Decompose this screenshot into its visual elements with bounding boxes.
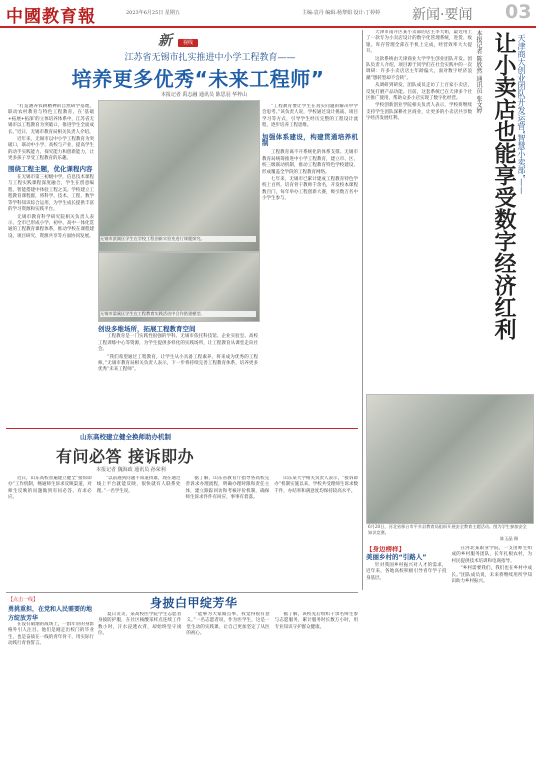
lead-photo-2-caption: 无锡市梁溪区学生在工程教育实践活动中合作搭建模型。 xyxy=(100,311,256,317)
shandong-byline: 本报记者 魏海政 通讯员 孙荣利 xyxy=(96,467,166,473)
lead-badge-tag: 视线 xyxy=(178,39,198,47)
lead-photo-1-caption: 无锡市滨湖区学生在学校工程创新实验室进行课题探究。 xyxy=(100,236,256,242)
bottom-body xyxy=(98,612,358,772)
bottom-left-column xyxy=(8,622,94,772)
right-story-kicker: 天津商大创业团队开发运营“智慧小卖部”—— xyxy=(517,34,526,195)
bottom-body-2: “能够为大家做点事，我觉得很有意义。”一名志愿者说，作为医学生，这是一堂生动的实践课，让自己更加坚定了从医的初心。 xyxy=(186,612,270,637)
shandong-body xyxy=(8,476,358,524)
right-body-4: 学校创新创业学院相关负责人表示，学校将继续支持学生团队深耕社区商业，让更多的小卖店共享数字经济发展红利。 xyxy=(366,103,472,122)
lead-intro: “打造涵养农耕精神的自然研学基地，联动农村教育与特色工程教育，在‘基础+拓展+拓深’的立体培养体系中，江苏省无锡市以工程教育为突破口，推进学生全面成长。”近日，无锡市教育局相关负责人介绍。 xyxy=(8,104,94,135)
right-story-headline: 让小卖店也能享受数字经济红利 xyxy=(491,32,516,340)
side-headline: 美丽乡村的“引路人” xyxy=(366,553,427,562)
right-body-3: 从调研到研发，团队成员走访了上百家小卖店，反复打磨产品功能。目前，这套系统已在天津多个社区推广使用，帮助众多小店实现了数字化经营。 xyxy=(366,83,472,102)
bottom-body-3: 据了解，该校先后组织千余名师生参与志愿服务，累计服务时长数万小时，用专业知识守护群众健康。 xyxy=(274,612,358,630)
shandong-body-2: “以前遇到问题不知道找谁，现在通过线上平台就能反映，很快就有人联系处理。”一名学生说。 xyxy=(96,476,181,494)
shandong-body-4: 山东某大学相关负责人表示，“接诉即办”机制实施以来，学校共受理师生诉求数千件，办结率和满意度均保持较高水平。 xyxy=(274,476,358,494)
shandong-headline: 有问必答 接诉即办 xyxy=(56,447,195,466)
section-title: 新闻·要闻 xyxy=(412,7,473,23)
lead-body-7: 工程教育是一门实践性很强的学科。无锡市依托科技馆、企业实验室、高校工程训练中心等资源，为学生提供多样化的实践场所，让工程教育从课堂走向社会。 xyxy=(98,334,258,353)
page-number: 03 xyxy=(505,1,532,23)
lead-photo-1 xyxy=(98,100,260,252)
lead-body-3: 无锡市教育科学研究院相关负责人表示，全市已形成小学、初中、高中一体化贯通的工程教育课程体系，推动学校在课程建设、项目研究、资源共享等方面协同发展。 xyxy=(8,214,94,239)
lead-body-2: 在无锡市第三初级中学，信息技术课程与工程实践课程深度融合，学生在创意编程、智能搭建中体验工程之美。学校建立工程教育课程群，将科学、技术、工程、数学等学科知识综合运用，为学生成长提供丰富的学习资源和实践平台。 xyxy=(8,175,94,213)
lead-subhead-1: 围绕工程主题，优化课程内容 xyxy=(8,164,93,173)
side-story xyxy=(366,546,532,768)
section-rule xyxy=(6,428,358,429)
bottom-tag: 【点击一线】 xyxy=(8,597,39,603)
bottom-headline: 身披白甲绽芳华 xyxy=(150,596,238,610)
lead-column-1 xyxy=(8,104,94,359)
dateline: 2023年6月25日 星期五 xyxy=(126,10,180,16)
shandong-body-3: 据了解，山东省教育厅指导各高校完善诉求办理流程，明确办理时限和责任主体，建立跟踪回访和考核评价机制，确保师生诉求件件有回应、事事有着落。 xyxy=(185,476,270,501)
lead-column-3 xyxy=(262,104,358,359)
lead-body-6: 七年来，无锡市已累计建成工程教育特色学校上百所，培育骨干教师千余名，开发校本课程数百门，每年举办工程创新大赛，吸引数万名中小学生参与。 xyxy=(262,177,358,202)
right-photo-caption: 6月20日，河北省邢台市平乡县教育局组织开展安全教育主题活动。图为学生参加安全知识竞赛。 xyxy=(368,524,527,535)
bottom-rule xyxy=(6,592,358,593)
lead-column-2-lower xyxy=(98,324,258,424)
lead-body-5: 工程教育离不开系统化的体系支撑。无锡市教育局统筹推进中小学工程教育，建立市、区、校三级联动机制，推动工程教育特色学校建设，形成覆盖全学段的工程教育网络。 xyxy=(262,150,358,175)
right-body-1: 天津市南开区某小卖部的店主李大姐，最近用上了一款专为小卖店设计的数字化管理系统，进货、收银、库存管理全部在手机上完成，经营效率大大提升。 xyxy=(366,30,472,55)
side-body-2: 在河北某职业学院，一支由师生组成的乡村服务团队，长年扎根农村，为村民提供技术培训和电商指导。 xyxy=(451,546,532,564)
lead-subhead-2: 加强体系建设，构建贯通培养机制 xyxy=(262,132,358,148)
side-body-3: “乡村需要我们，我们也在乡村中成长。”团队成员说，未来将继续用所学知识助力乡村振兴。 xyxy=(451,566,532,585)
lead-body-8: “我们希望通过工程教育，让学生从小具备工程素养，将来成为优秀的工程师。”无锡市教育局相关负责人表示，下一步将持续完善工程教育体系，培养更多优秀“未来工程师”。 xyxy=(98,354,258,373)
shandong-kicker: 山东高校建立健全换师助办机制 xyxy=(80,433,171,441)
newspaper-logo: 中國教育報 xyxy=(6,7,96,27)
side-body-1: 针对我国乡村振兴对人才的需求，近年来，各地高校积极引导青年学子投身基层。 xyxy=(366,562,447,581)
right-photo xyxy=(366,394,534,524)
lead-kicker: 江苏省无锡市扎实推进中小学工程教育—— xyxy=(124,53,296,63)
lead-body-1: 近年来，无锡市以中小学工程教育为突破口，联动中小学、高校与产业，提高学生的动手实践能力、探究能力和创新能力，让更多孩子享受工程教育的乐趣。 xyxy=(8,137,94,162)
right-photo-credit: 陈玉晶 摄 xyxy=(500,536,519,541)
editor-credits: 主编:袁丹 编辑:杨黎娟 设计:丁婷婷 xyxy=(302,10,381,16)
lead-body-4: “工程教育要让学生在真实问题的解决中学会思考。”该负责人说，学校通过设计挑战、项目学习等方式，引导学生经历完整的工程设计流程，逐步培养工程思维。 xyxy=(262,104,358,129)
right-body-2: 这款系统由天津商业大学学生创业团队开发。团队负责人介绍，项目源于同学们在社会实践中的一次调研：许多小卖店店主年龄偏大，面对数字经济浪潮“想转型却不会转”。 xyxy=(366,56,472,81)
bottom-left-headline: 勇挑重担，在党和人民需要的地方绽放芳华 xyxy=(8,606,93,622)
lead-subhead-3: 创设多维场所，拓展工程教育空间 xyxy=(98,325,196,333)
column-divider xyxy=(362,30,363,590)
lead-badge: 新 xyxy=(158,33,172,49)
bottom-left-body: 在没有硝烟的战场上，一群年轻的身影格外引人注目。他们是刚走出校门的毕业生，也是奋战在一线的青年骨干，用实际行动践行青春誓言。 xyxy=(8,622,94,647)
shandong-body-1: 近日，山东高校普遍建立健全“接诉即办”工作机制，畅通师生诉求反映渠道，对师生反映的问题做到有问必答、有求必应。 xyxy=(8,476,92,501)
side-tag: 【身边榜样】 xyxy=(366,546,405,553)
bottom-body-1: 夏日炎炎，某高校医学院学生志愿者身披防护服，在社区核酸采样点连续工作数小时，汗水浸透衣背，却始终坚守岗位。 xyxy=(98,612,182,637)
right-story-byline: 本报记者 陈欣然 通讯员 张文婷 xyxy=(475,30,482,114)
lead-byline: 本报记者 禹志融 通讯员 陈思羽 华梓山 xyxy=(160,92,248,98)
lead-headline: 培养更多优秀“未来工程师” xyxy=(71,67,325,91)
right-story-column xyxy=(366,30,472,390)
